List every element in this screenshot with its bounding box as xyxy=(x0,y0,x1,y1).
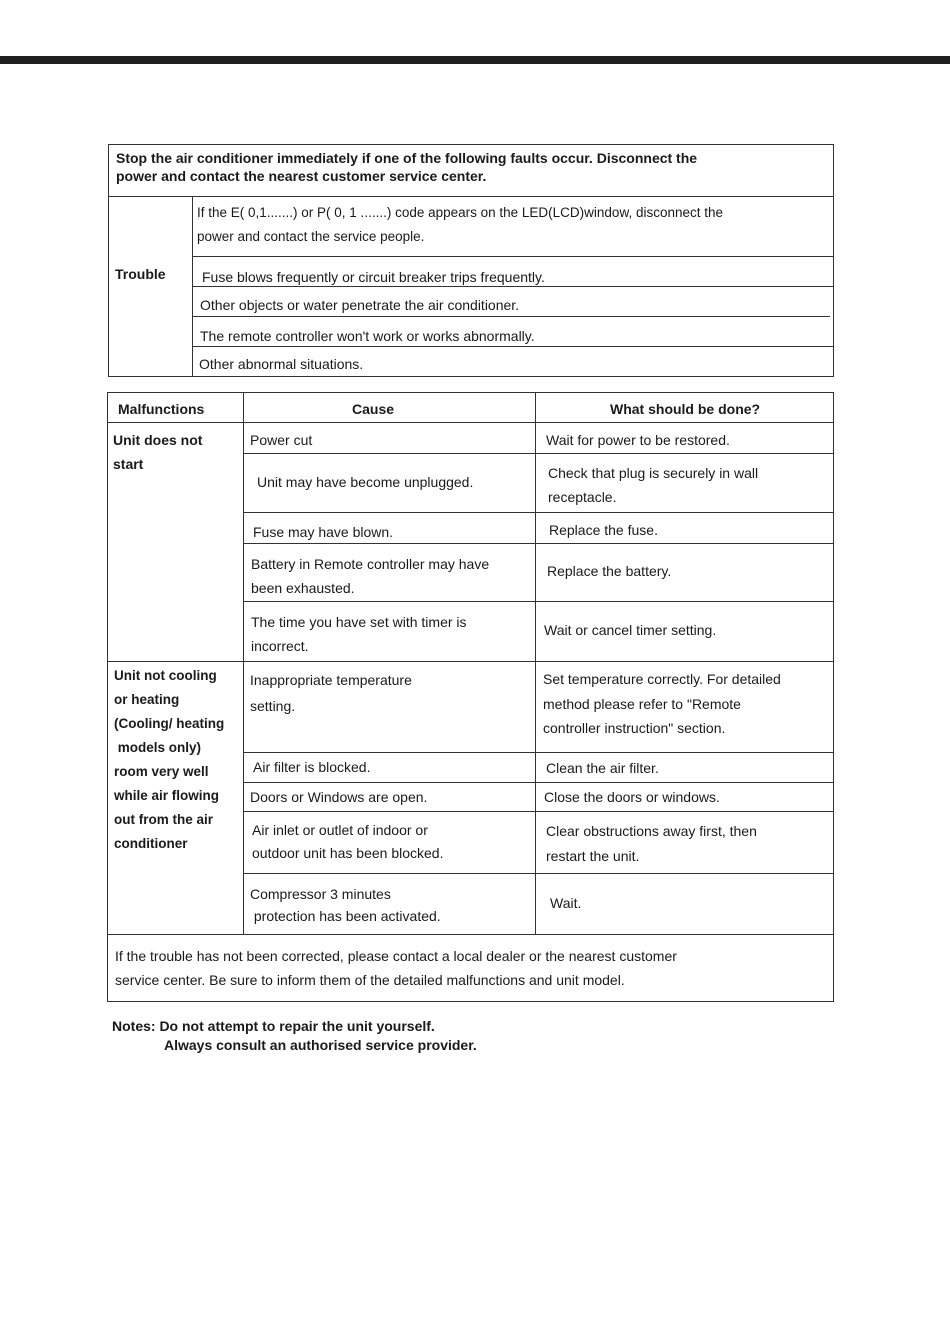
divider xyxy=(243,601,834,602)
trouble-item: Other abnormal situations. xyxy=(199,356,364,372)
divider xyxy=(107,934,834,935)
trouble-item: Fuse blows frequently or circuit breaker trips frequently. xyxy=(202,269,545,285)
divider xyxy=(192,256,834,257)
notes-line-2: Always consult an authorised service provider. xyxy=(164,1037,477,1053)
table-footer: If the trouble has not been corrected, please contact a local dealer or the nearest customer service center. Be sure to inform them of the detailed malfunctions and unit model. xyxy=(115,948,677,988)
cause-cell: Doors or Windows are open. xyxy=(250,789,428,805)
cause-cell: Inappropriate temperature setting. xyxy=(250,672,412,714)
cause-cell: Power cut xyxy=(250,432,313,448)
header-cause: Cause xyxy=(352,401,395,417)
divider xyxy=(107,422,834,423)
action-cell: Set temperature correctly. For detailed method please refer to "Remote controller instruction" section. xyxy=(543,671,781,736)
action-cell: Check that plug is securely in wall receptacle. xyxy=(548,465,759,505)
trouble-label: Trouble xyxy=(115,266,166,282)
divider xyxy=(243,752,834,753)
header-malfunctions: Malfunctions xyxy=(118,401,205,417)
cause-cell: Fuse may have blown. xyxy=(253,524,394,540)
divider xyxy=(243,453,834,454)
trouble-item: The remote controller won't work or works abnormally. xyxy=(200,328,535,344)
divider xyxy=(108,196,834,197)
action-cell: Close the doors or windows. xyxy=(544,789,720,805)
malfunction-label: Unit not cooling or heating (Cooling/ heating models only) room very well while air flowing out from the air conditioner xyxy=(114,668,225,851)
divider xyxy=(535,392,536,934)
cause-cell: The time you have set with timer is incorrect. xyxy=(251,614,467,654)
action-cell: Wait or cancel timer setting. xyxy=(544,622,717,638)
cause-cell: Air inlet or outlet of indoor or outdoor unit has been blocked. xyxy=(252,822,444,861)
action-cell: Replace the battery. xyxy=(547,563,672,579)
cause-cell: Unit may have become unplugged. xyxy=(257,474,474,490)
divider xyxy=(243,873,834,874)
warning-header: Stop the air conditioner immediately if one of the following faults occur. Disconnect the power and contact the nearest customer service center. xyxy=(116,150,698,184)
divider xyxy=(243,811,834,812)
divider xyxy=(243,392,244,934)
trouble-item: Other objects or water penetrate the air conditioner. xyxy=(200,297,520,313)
divider xyxy=(243,782,834,783)
top-rule xyxy=(0,56,950,64)
cause-cell: Compressor 3 minutes protection has been activated. xyxy=(250,886,441,924)
action-cell: Wait for power to be restored. xyxy=(546,432,730,448)
trouble-item: If the E( 0,1.......) or P( 0, 1 .......) code appears on the LED(LCD)window, disconnect the power and contact the service people. xyxy=(197,205,724,244)
divider xyxy=(107,661,834,662)
divider xyxy=(243,512,834,513)
malfunction-label: Unit does not start xyxy=(113,432,203,472)
action-cell: Clear obstructions away first, then restart the unit. xyxy=(546,823,757,864)
cause-cell: Battery in Remote controller may have been exhausted. xyxy=(251,556,490,596)
cause-cell: Air filter is blocked. xyxy=(253,759,371,775)
action-cell: Clean the air filter. xyxy=(546,760,659,776)
action-cell: Replace the fuse. xyxy=(549,522,658,538)
action-cell: Wait. xyxy=(550,895,582,911)
header-action: What should be done? xyxy=(610,401,761,417)
notes-line-1: Notes: Do not attempt to repair the unit yourself. xyxy=(112,1018,435,1034)
